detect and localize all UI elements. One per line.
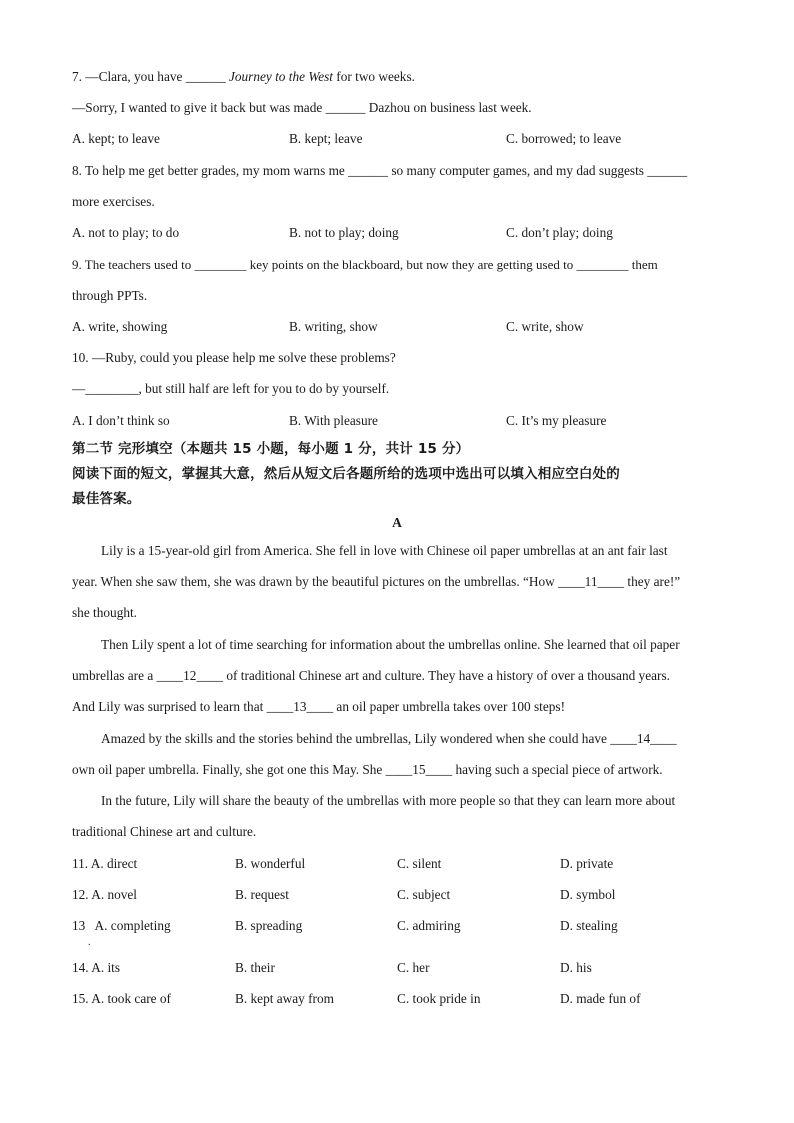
passage-p1-line-2	[72, 574, 680, 590]
cloze-15-option-c: C. took pride in	[397, 991, 481, 1006]
q8-option-a: A. not to play; to do	[72, 225, 180, 240]
section-2-instruction-line-2: 最佳答案。	[72, 491, 141, 507]
cloze-14-option-b: B. their	[235, 960, 275, 975]
p2-text-b: of traditional Chinese art and culture. They have a history of over a thousand years.	[223, 668, 670, 683]
cloze-13-option-a: 13 A. completing	[72, 918, 171, 933]
q7-option-a: A. kept; to leave	[72, 131, 160, 146]
q7-option-c: C. borrowed; to leave	[506, 131, 622, 146]
blank-12: ____12____	[156, 668, 224, 683]
q8-option-c: C. don’t play; doing	[506, 225, 613, 240]
question-7-line-2: —Sorry, I wanted to give it back but was made ______ Dazhou on business last week.	[72, 100, 532, 115]
cloze-14-option-c: C. her	[397, 960, 430, 975]
question-10-line-1: 10. —Ruby, could you please help me solve these problems?	[72, 350, 396, 365]
p2-text-a: umbrellas are a	[72, 668, 157, 683]
passage-p4-line-1: In the future, Lily will share the beauty of the umbrellas with more people so that they can learn more about	[101, 793, 676, 808]
section-2-instruction-line-1: 阅读下面的短文，掌握其大意，然后从短文后各题所给的选项中选出可以填入相应空白处的	[72, 466, 620, 482]
passage-p2-line-3	[72, 699, 565, 715]
p1-text-b: they are!”	[624, 574, 681, 589]
q10-option-a: A. I don’t think so	[72, 413, 170, 428]
blank-14: ____14____	[610, 731, 677, 746]
section-2-heading: 第二节 完形填空（本题共 15 小题，每小题 1 分，共计 15 分）	[72, 441, 470, 457]
cloze-12-option-b: B. request	[235, 887, 289, 902]
cloze-13-option-b: B. spreading	[235, 918, 303, 933]
cloze-15-option-a: 15. A. took care of	[72, 991, 171, 1006]
stray-dot-mark: .	[88, 937, 91, 948]
q7-book-title: Journey to the West	[228, 69, 333, 84]
cloze-11-option-b: B. wonderful	[235, 856, 306, 871]
q9-option-b: B. writing, show	[289, 319, 378, 334]
cloze-11-option-d: D. private	[560, 856, 614, 871]
blank-11: ____11____	[558, 574, 625, 589]
passage-p2-line-1: Then Lily spent a lot of time searching for information about the umbrellas online. She learned that oil paper	[101, 637, 680, 652]
passage-p1-line-1: Lily is a 15-year-old girl from America. She fell in love with Chinese oil paper umbrellas at an ant fair last	[101, 543, 668, 558]
passage-p2-line-2	[72, 668, 670, 684]
cloze-12-option-c: C. subject	[397, 887, 451, 902]
p3-text-b: own oil paper umbrella. Finally, she got one this May. She	[72, 762, 386, 777]
passage-label: A	[392, 515, 402, 530]
question-10-line-2: —________, but still half are left for you to do by yourself.	[72, 381, 390, 396]
passage-p3-line-2	[72, 762, 663, 778]
cloze-15-option-d: D. made fun of	[560, 991, 641, 1006]
cloze-14-option-d: D. his	[560, 960, 592, 975]
question-9-line-1: 9. The teachers used to ________ key points on the blackboard, but now they are getting used to ________ them	[72, 257, 658, 272]
cloze-14-option-a: 14. A. its	[72, 960, 121, 975]
p2-text-c: And Lily was surprised to learn that	[72, 699, 267, 714]
q9-option-a: A. write, showing	[72, 319, 168, 334]
passage-p4-line-2: traditional Chinese art and culture.	[72, 824, 257, 839]
cloze-15-option-b: B. kept away from	[235, 991, 334, 1006]
cloze-11-option-a: 11. A. direct	[72, 856, 138, 871]
question-8-line-2: more exercises.	[72, 194, 155, 209]
question-8-line-1: 8. To help me get better grades, my mom warns me ______ so many computer games, and my dad suggests ______	[72, 163, 688, 178]
p1-text-a: year. When she saw them, she was drawn by the beautiful pictures on the umbrellas. “How	[72, 574, 559, 589]
cloze-13-option-c: C. admiring	[397, 918, 461, 933]
q9-option-c: C. write, show	[506, 319, 584, 334]
p2-text-d: an oil paper umbrella takes over 100 steps!	[333, 699, 565, 714]
cloze-11-option-c: C. silent	[397, 856, 442, 871]
q7-text-b: for two weeks.	[332, 69, 415, 84]
q7-text-a: 7. —Clara, you have ______	[72, 69, 229, 84]
q8-option-b: B. not to play; doing	[289, 225, 399, 240]
cloze-12-option-a: 12. A. novel	[72, 887, 138, 902]
passage-p3-line-1	[101, 731, 677, 747]
cloze-12-option-d: D. symbol	[560, 887, 616, 902]
q10-option-b: B. With pleasure	[289, 413, 378, 428]
question-7-line-1	[72, 69, 415, 85]
cloze-13-option-d: D. stealing	[560, 918, 618, 933]
blank-15: ____15____	[385, 762, 453, 777]
question-9-line-2: through PPTs.	[72, 288, 148, 303]
p3-text-c: having such a special piece of artwork.	[452, 762, 663, 777]
q7-option-b: B. kept; leave	[289, 131, 363, 146]
blank-13: ____13____	[266, 699, 334, 714]
passage-p1-line-3: she thought.	[72, 605, 138, 620]
p3-text-a: Amazed by the skills and the stories behind the umbrellas, Lily wondered when she could have	[101, 731, 611, 746]
q10-option-c: C. It’s my pleasure	[506, 413, 607, 428]
